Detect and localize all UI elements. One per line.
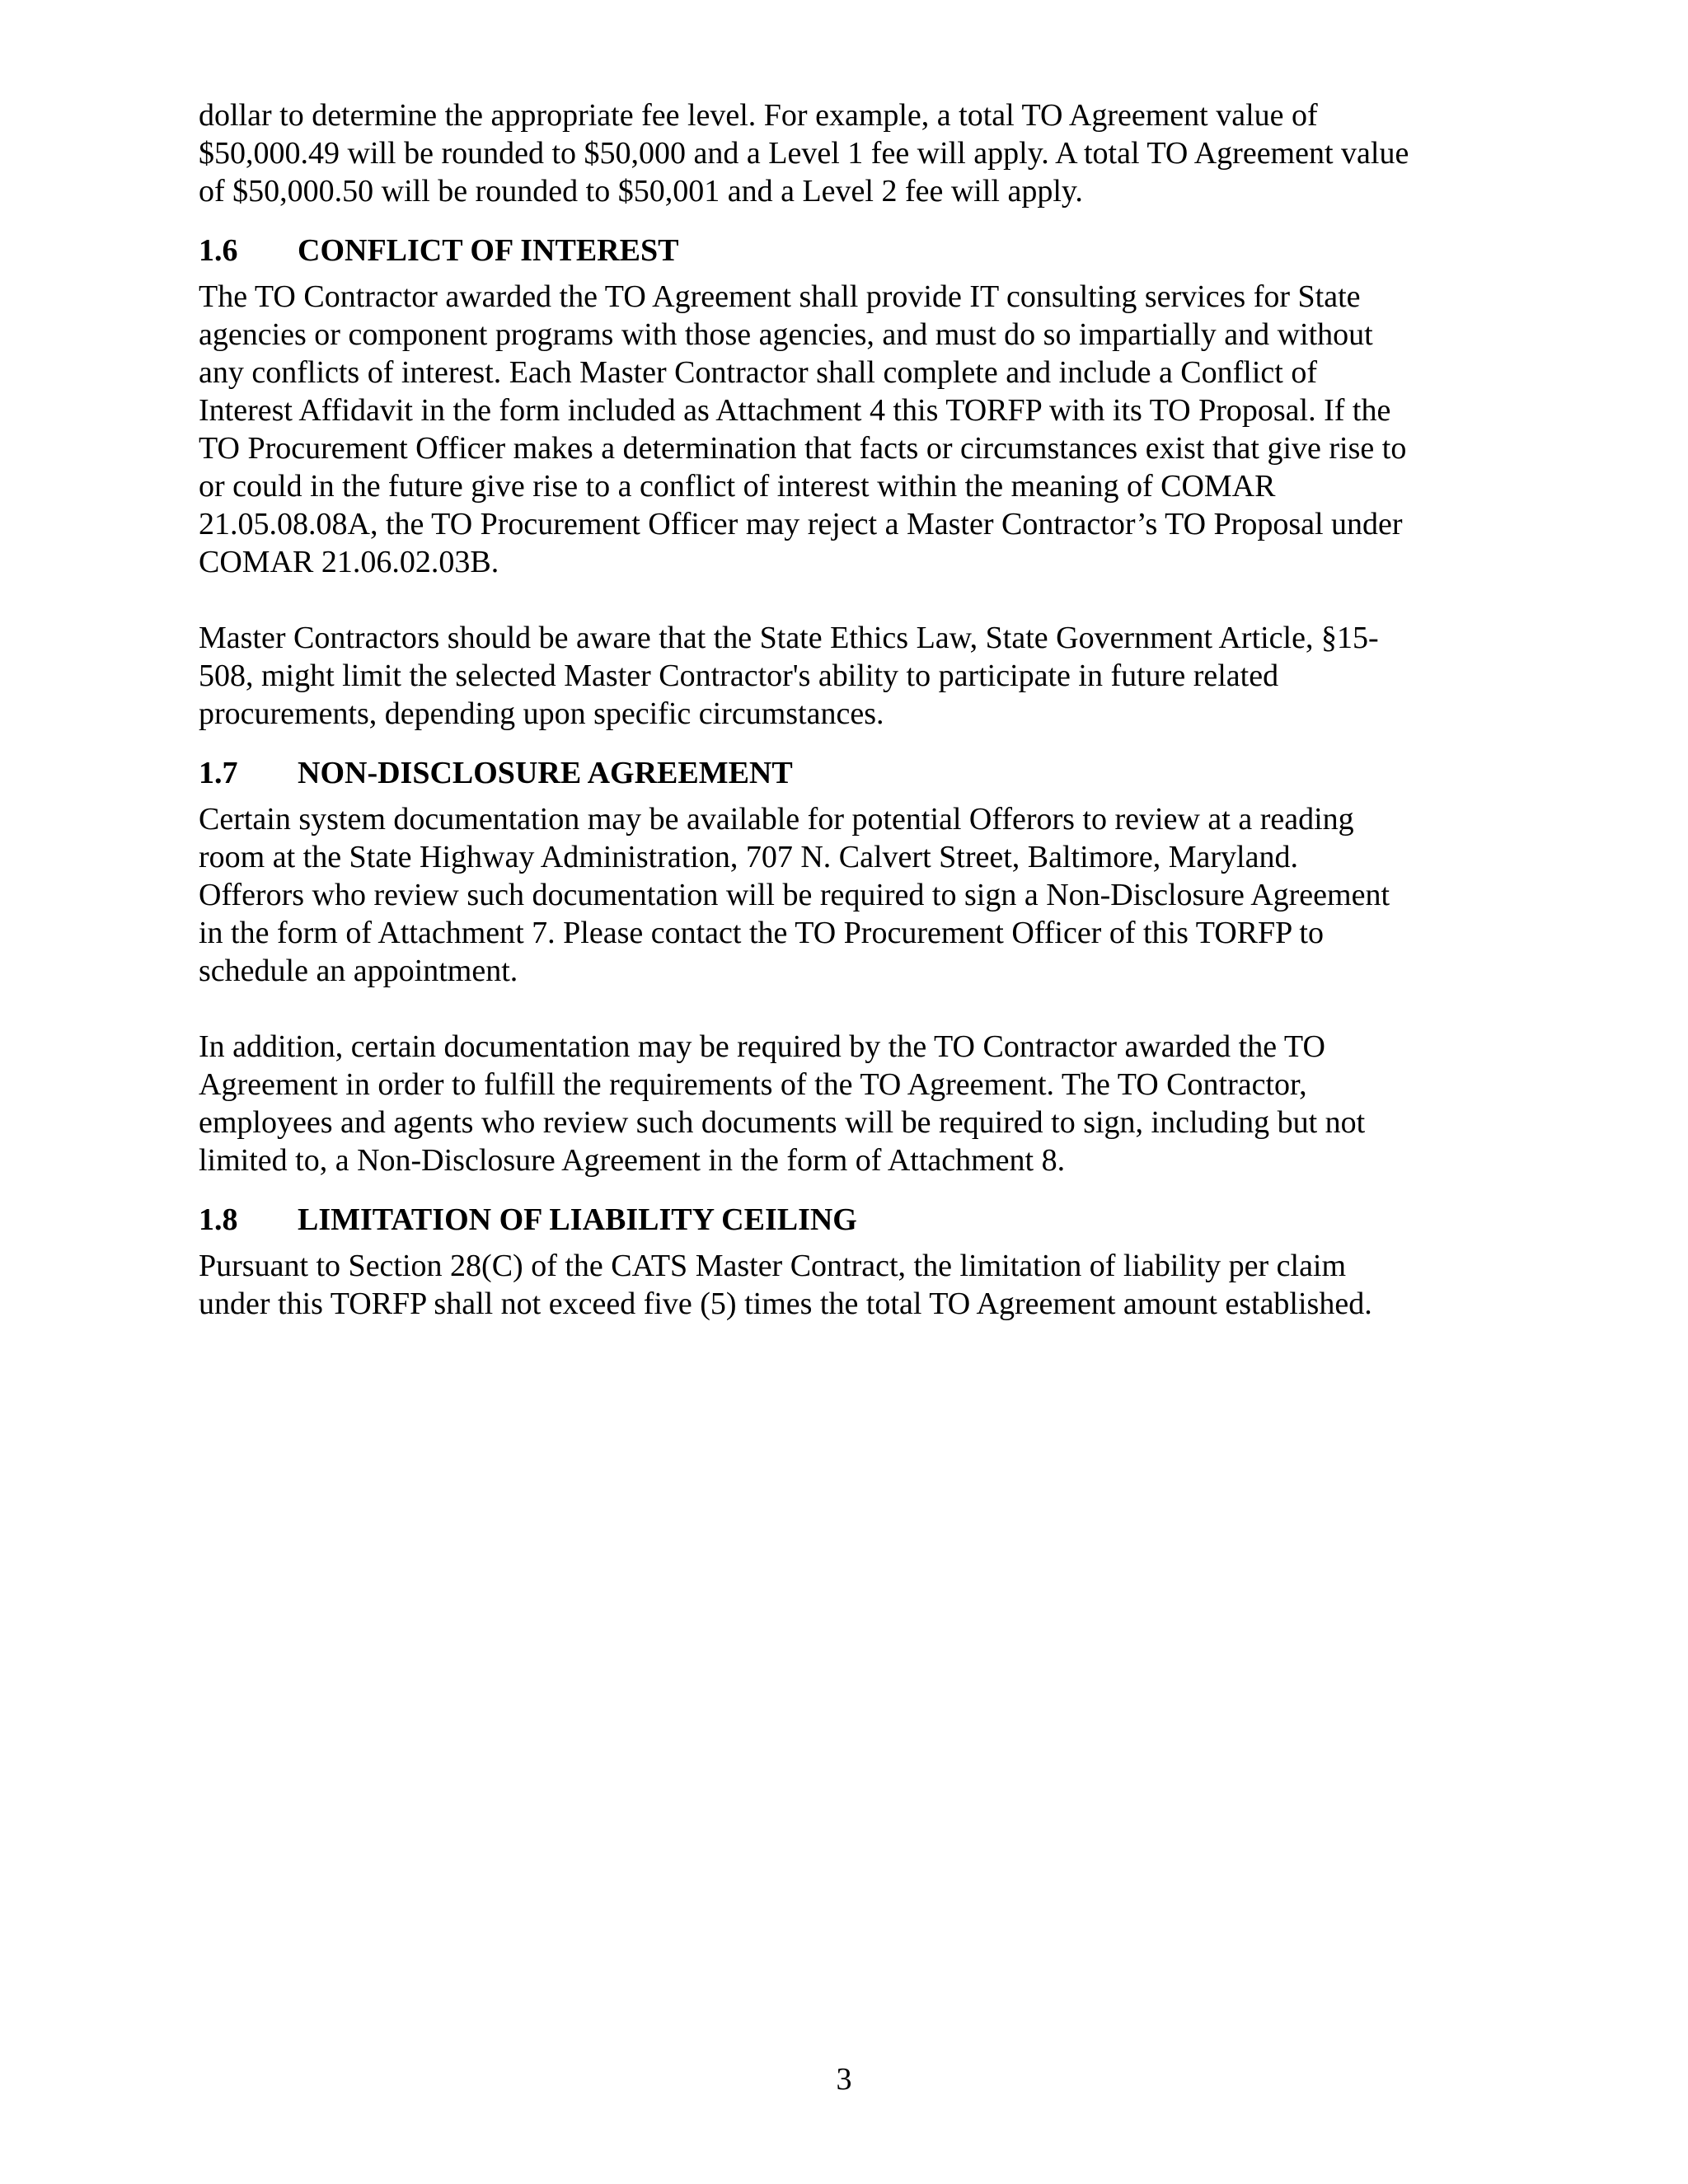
document-page (199, 96, 1501, 1323)
section-paragraph (199, 800, 1501, 990)
text-line: or could in the future give rise to a conflict of interest within the meaning of COMAR (199, 469, 1276, 504)
section-conflict-of-interest (199, 232, 1501, 733)
section-paragraph (199, 619, 1501, 733)
text-line: Interest Affidavit in the form included as Attachment 4 this TORFP with its TO Proposal. If the (199, 393, 1391, 428)
text-line: 508, might limit the selected Master Contractor's ability to participate in future related (199, 658, 1279, 693)
intro-paragraph (199, 96, 1501, 210)
section-paragraph (199, 1247, 1501, 1323)
text-line: limited to, a Non-Disclosure Agreement in the form of Attachment 8. (199, 1143, 1066, 1178)
text-line: Certain system documentation may be available for potential Offerors to review at a reading (199, 802, 1354, 837)
text-line: Master Contractors should be aware that the State Ethics Law, State Government Article, §15- (199, 621, 1379, 655)
section-title: LIMITATION OF LIABILITY CEILING (298, 1202, 857, 1237)
text-line: schedule an appointment. (199, 954, 518, 988)
section-number: 1.7 (199, 756, 238, 790)
text-line: TO Procurement Officer makes a determination that facts or circumstances exist that give rise to (199, 431, 1407, 466)
text-line: dollar to determine the appropriate fee level. For example, a total TO Agreement value of (199, 98, 1318, 133)
text-line: The TO Contractor awarded the TO Agreement shall provide IT consulting services for State (199, 279, 1361, 314)
section-number: 1.8 (199, 1202, 238, 1237)
section-paragraph (199, 278, 1501, 581)
text-line: of $50,000.50 will be rounded to $50,001 and a Level 2 fee will apply. (199, 174, 1083, 209)
section-title: CONFLICT OF INTEREST (298, 233, 679, 268)
section-heading (199, 1201, 1501, 1239)
section-heading (199, 232, 1501, 269)
text-line: under this TORFP shall not exceed five (5) times the total TO Agreement amount established. (199, 1286, 1372, 1321)
text-line: Pursuant to Section 28(C) of the CATS Master Contract, the limitation of liability per claim (199, 1249, 1347, 1283)
text-line: 21.05.08.08A, the TO Procurement Officer may reject a Master Contractor’s TO Proposal under (199, 507, 1403, 541)
text-line: Agreement in order to fulfill the requirements of the TO Agreement. The TO Contractor, (199, 1067, 1307, 1102)
section-non-disclosure-agreement (199, 754, 1501, 1179)
text-line: procurements, depending upon specific circumstances. (199, 696, 884, 731)
section-number: 1.6 (199, 233, 238, 268)
text-line: In addition, certain documentation may be required by the TO Contractor awarded the TO (199, 1029, 1325, 1064)
section-heading (199, 754, 1501, 792)
text-line: in the form of Attachment 7. Please contact the TO Procurement Officer of this TORFP to (199, 916, 1324, 950)
text-line: any conflicts of interest. Each Master Contractor shall complete and include a Conflict of (199, 355, 1317, 390)
text-line: Offerors who review such documentation will be required to sign a Non-Disclosure Agreement (199, 878, 1390, 912)
text-line: COMAR 21.06.02.03B. (199, 545, 499, 579)
section-limitation-of-liability (199, 1201, 1501, 1323)
text-line: room at the State Highway Administration, 707 N. Calvert Street, Baltimore, Maryland. (199, 840, 1298, 874)
text-line: employees and agents who review such documents will be required to sign, including but not (199, 1105, 1366, 1140)
section-paragraph (199, 1028, 1501, 1179)
section-title: NON-DISCLOSURE AGREEMENT (298, 756, 793, 790)
page-number: 3 (836, 2062, 852, 2097)
text-line: $50,000.49 will be rounded to $50,000 and a Level 1 fee will apply. A total TO Agreement value (199, 136, 1409, 171)
text-line: agencies or component programs with those agencies, and must do so impartially and without (199, 317, 1373, 352)
